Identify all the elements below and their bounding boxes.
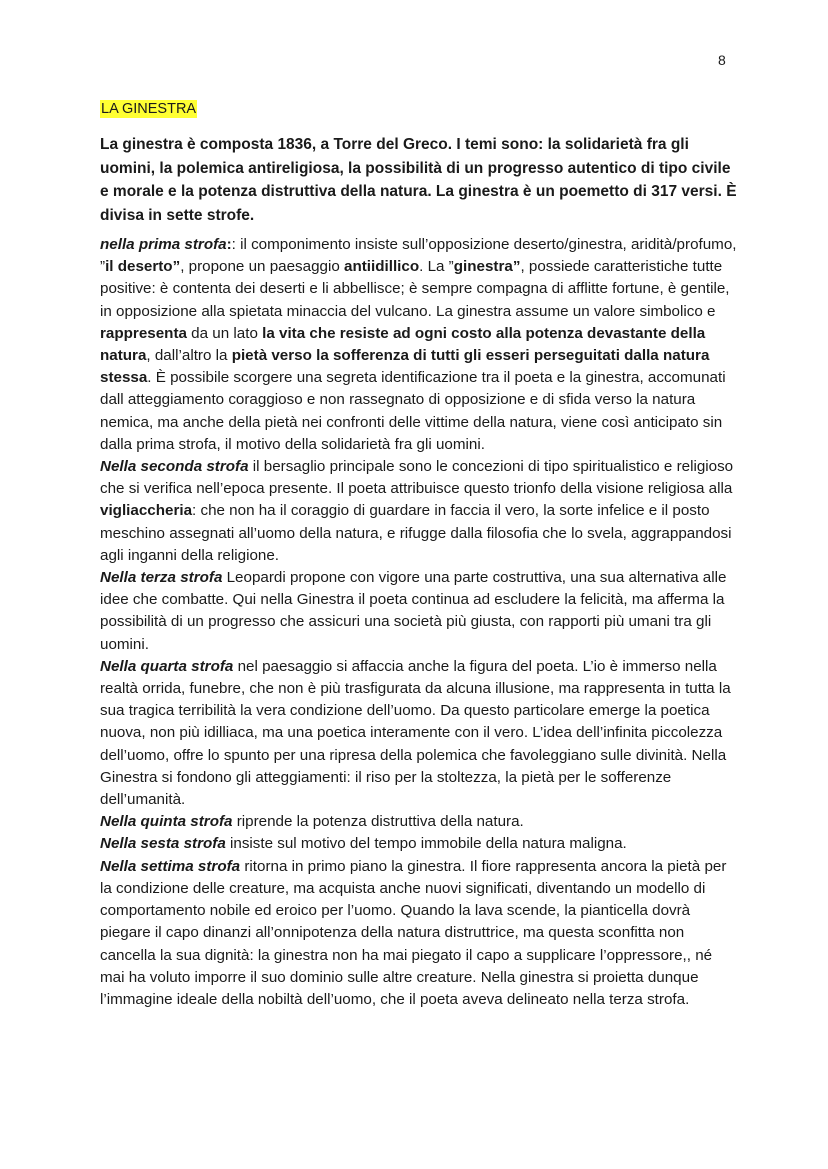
text: . La ”	[419, 258, 454, 276]
text: , propone un paesaggio	[180, 258, 345, 276]
intro-paragraph: La ginestra è composta 1836, a Torre del Greco. I temi sono: la solidarietà fra gli uomini, la polemica antireligiosa, la possibilità di un progresso autentico di tipo civile e morale e la potenza distruttiva della natura. La ginestra è un poemetto di 317 versi. È divisa in sette strofe.	[100, 136, 737, 224]
text: . È possibile scorgere una segreta identificazione tra il poeta e la ginestra, accomunati dall atteggiamento coraggioso e non rassegnato di opposizione e di sfida verso la natura nemica, ma anche della pietà nei confronti delle vittime della natura, viene così anticipato sin dalla prima strofa, il motivo della solidarietà fra gli uomini.	[100, 369, 726, 453]
paragraph-quinta-strofa	[100, 811, 740, 833]
text: insiste sul motivo del tempo immobile della natura maligna.	[225, 835, 627, 853]
text: da un lato	[186, 324, 263, 342]
text: Leopardi propone con vigore una parte costruttiva, una sua alternativa alle idee che combatte. Qui nella Ginestra il poeta continua ad escludere la felicità, ma afferma la possibilità di un progresso che assicuri una società più giusta, con rapporti più umani tra gli uomini.	[100, 569, 727, 653]
colon: :	[226, 236, 232, 253]
text: ritorna in primo piano la ginestra. Il fiore rappresenta ancora la pietà per la condizione delle creature, ma acquista anche nuovi significati, diventando un modello di comportamento nobile ed eroico per l’uomo. Quando la lava scende, la pianticella dovrà piegare il capo dinanzi all’onnipotenza della natura distruttrice, ma questa sconfitta non cancella la sua dignità: la ginestra non ha mai piegato il capo a supplicare l’oppressore,, né mai ha voluto imporre il suo dominio sulle altre creature. Nella ginestra si proietta dunque l’immagine ideale della nobiltà dell’uomo, che il poeta aveva delineato nella terza strofa.	[100, 857, 727, 1008]
body-text	[100, 234, 740, 1011]
page-title: LA GINESTRA	[101, 101, 197, 117]
text: riprende la potenza distruttiva della natura.	[232, 813, 524, 831]
paragraph-quarta-strofa	[100, 656, 740, 811]
paragraph-settima-strofa	[100, 856, 740, 1011]
lead-terza-strofa: Nella terza strofa	[100, 569, 223, 587]
bold-phrase: ginestra”	[453, 258, 521, 276]
text: , dall’altro la	[146, 347, 232, 365]
text: nel paesaggio si affaccia anche la figura del poeta. L’io è immerso nella realtà orrida, funebre, che non è più trasfigurata da alcuna illusione, ma rappresenta in tutta la sua tragica terribilità la vera condizione dell’uomo. Da questo particolare emerge la poetica nuova, non più idilliaca, ma una poetica interamente con il vero. L’idea dell’infinita piccolezza dell’uomo, offre lo spunto per una ripresa della polemica che favoleggiano sulle divinità. Nella Ginestra si fondono gli atteggiamenti: il riso per la stoltezza, la pietà per le sofferenze dell’umanità.	[100, 657, 731, 809]
text: il bersaglio principale sono le concezioni di tipo spiritualistico e religioso che si verifica nell’epoca presente. Il poeta attribuisce questo trionfo della visione religiosa alla	[100, 458, 734, 498]
text: : che non ha il coraggio di guardare in faccia il vero, la sorte infelice e il posto meschino assegnati all’uomo della natura, e rifugge dalla filosofia che lo svela, aggrappandosi agli inganni della religione.	[100, 502, 732, 564]
page-number: 8	[718, 52, 726, 68]
bold-phrase: pietà verso la sofferenza di tutti gli esseri perseguitati dalla natura stessa	[100, 347, 710, 387]
lead-seconda-strofa: Nella seconda strofa	[100, 458, 249, 476]
paragraph-sesta-strofa	[100, 833, 740, 855]
lead-quinta-strofa: Nella quinta strofa	[100, 813, 233, 831]
text: , possiede caratteristiche tutte positive: è contenta dei deserti e li abbellisce; è sempre compagna di afflitte fortune, è gentile, in opposizione alla spietata minaccia del vulcano. La ginestra assume un valore simbolico e	[100, 258, 730, 320]
lead-settima-strofa: Nella settima strofa	[100, 857, 241, 875]
bold-phrase: rappresenta	[100, 324, 187, 342]
bold-phrase: la vita che resiste ad ogni costo alla potenza devastante della natura	[100, 324, 706, 365]
paragraph-terza-strofa	[100, 567, 740, 656]
lead-quarta-strofa: Nella quarta strofa	[100, 657, 234, 675]
lead-prima-strofa: nella prima strofa	[100, 236, 227, 253]
lead-sesta-strofa: Nella sesta strofa	[100, 835, 226, 853]
bold-phrase: il deserto”	[105, 258, 181, 276]
paragraph-seconda-strofa	[100, 456, 740, 567]
bold-phrase: antiidillico	[344, 258, 420, 276]
bold-phrase: vigliaccheria	[100, 502, 193, 520]
paragraph-prima-strofa	[100, 234, 740, 456]
text: : il componimento insiste sull’opposizione deserto/ginestra, aridità/profumo, ”	[100, 236, 737, 276]
